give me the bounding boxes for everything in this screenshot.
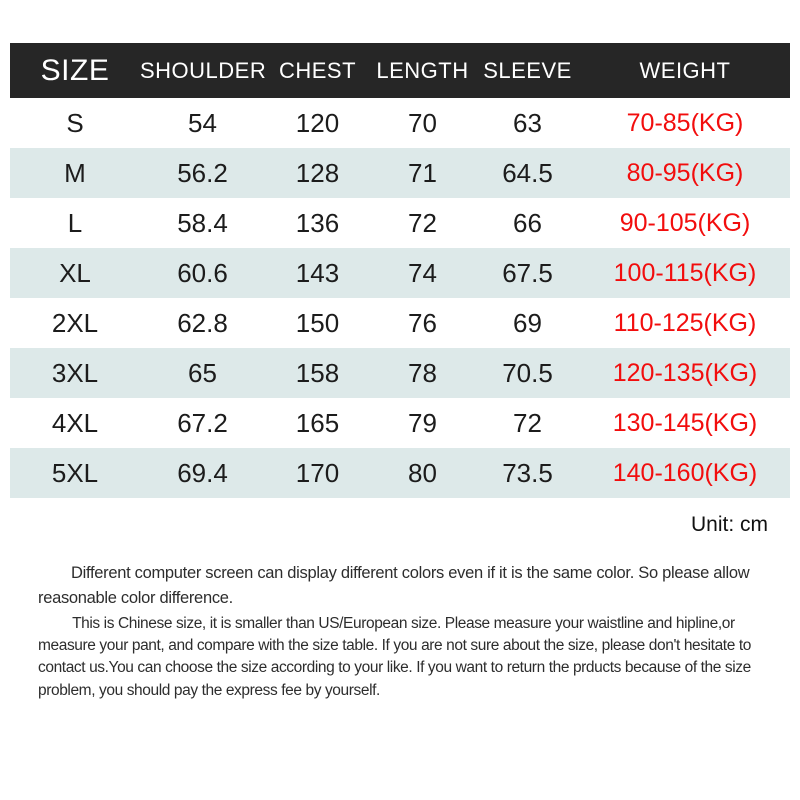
col-header-weight: WEIGHT <box>639 57 731 83</box>
table-row <box>10 98 790 148</box>
cell-size: M <box>64 157 86 188</box>
cell-chest: 158 <box>295 357 340 388</box>
cell-size: S <box>66 107 84 138</box>
cell-weight: 120-135(KG) <box>612 358 758 387</box>
cell-size: 3XL <box>51 357 99 388</box>
cell-shoulder: 62.8 <box>177 307 228 338</box>
unit-note: Unit: cm <box>690 513 768 536</box>
size-table <box>10 43 790 498</box>
cell-size: L <box>67 207 83 238</box>
table-row <box>10 148 790 198</box>
cell-shoulder: 58.4 <box>177 207 228 238</box>
table-row <box>10 398 790 448</box>
cell-sleeve: 70.5 <box>502 357 553 388</box>
cell-sleeve: 67.5 <box>502 257 553 288</box>
cell-chest: 120 <box>295 107 340 138</box>
table-row <box>10 348 790 398</box>
cell-weight: 140-160(KG) <box>612 458 758 487</box>
cell-size: 4XL <box>51 407 99 438</box>
disclaimer-notes <box>38 561 766 702</box>
col-header-length: LENGTH <box>376 57 469 83</box>
cell-shoulder: 65 <box>188 357 217 388</box>
cell-length: 70 <box>408 107 437 138</box>
col-header-chest: CHEST <box>278 57 357 83</box>
size-chart-page <box>0 43 800 800</box>
cell-sleeve: 73.5 <box>502 457 553 488</box>
cell-length: 79 <box>408 407 437 438</box>
cell-length: 72 <box>408 207 437 238</box>
cell-weight: 130-145(KG) <box>612 408 758 437</box>
cell-chest: 136 <box>295 207 340 238</box>
cell-size: 5XL <box>51 457 99 488</box>
cell-length: 76 <box>408 307 437 338</box>
cell-length: 71 <box>408 157 437 188</box>
cell-sleeve: 64.5 <box>502 157 553 188</box>
table-row <box>10 448 790 498</box>
cell-shoulder: 69.4 <box>177 457 228 488</box>
cell-sleeve: 66 <box>513 207 542 238</box>
cell-size: 2XL <box>51 307 99 338</box>
cell-sleeve: 63 <box>513 107 542 138</box>
col-header-sleeve: SLEEVE <box>483 57 572 83</box>
cell-shoulder: 67.2 <box>177 407 228 438</box>
cell-chest: 128 <box>295 157 340 188</box>
cell-weight: 70-85(KG) <box>626 108 744 137</box>
cell-weight: 80-95(KG) <box>626 158 744 187</box>
cell-length: 80 <box>408 457 437 488</box>
cell-chest: 165 <box>295 407 340 438</box>
cell-chest: 170 <box>295 457 340 488</box>
color-difference-note: Different computer screen can display different colors even if it is the same color. So please allow reasonable color difference. <box>38 564 750 607</box>
cell-weight: 110-125(KG) <box>613 308 757 337</box>
col-header-shoulder: SHOULDER <box>140 57 267 83</box>
cell-shoulder: 60.6 <box>177 257 228 288</box>
table-row <box>10 298 790 348</box>
col-header-size: SIZE <box>40 53 110 87</box>
table-row <box>10 248 790 298</box>
cell-sleeve: 72 <box>513 407 542 438</box>
cell-weight: 90-105(KG) <box>619 208 751 237</box>
cell-chest: 150 <box>295 307 340 338</box>
cell-shoulder: 54 <box>188 107 217 138</box>
cell-shoulder: 56.2 <box>177 157 228 188</box>
table-header-row <box>10 43 790 98</box>
cell-length: 78 <box>408 357 437 388</box>
cell-length: 74 <box>408 257 437 288</box>
cell-chest: 143 <box>295 257 340 288</box>
chinese-size-note: This is Chinese size, it is smaller than US/European size. Please measure your waistline and hipline,or measure your pant, and compare with the size table. If you are not sure about the size, please don't hesitate to contact us.You can choose the size according to your like. If you want to return the prducts because of the size problem, you should pay the express fee by yourself. <box>38 614 751 699</box>
table-row <box>10 198 790 248</box>
cell-size: XL <box>59 257 91 288</box>
cell-sleeve: 69 <box>513 307 542 338</box>
cell-weight: 100-115(KG) <box>613 258 757 287</box>
